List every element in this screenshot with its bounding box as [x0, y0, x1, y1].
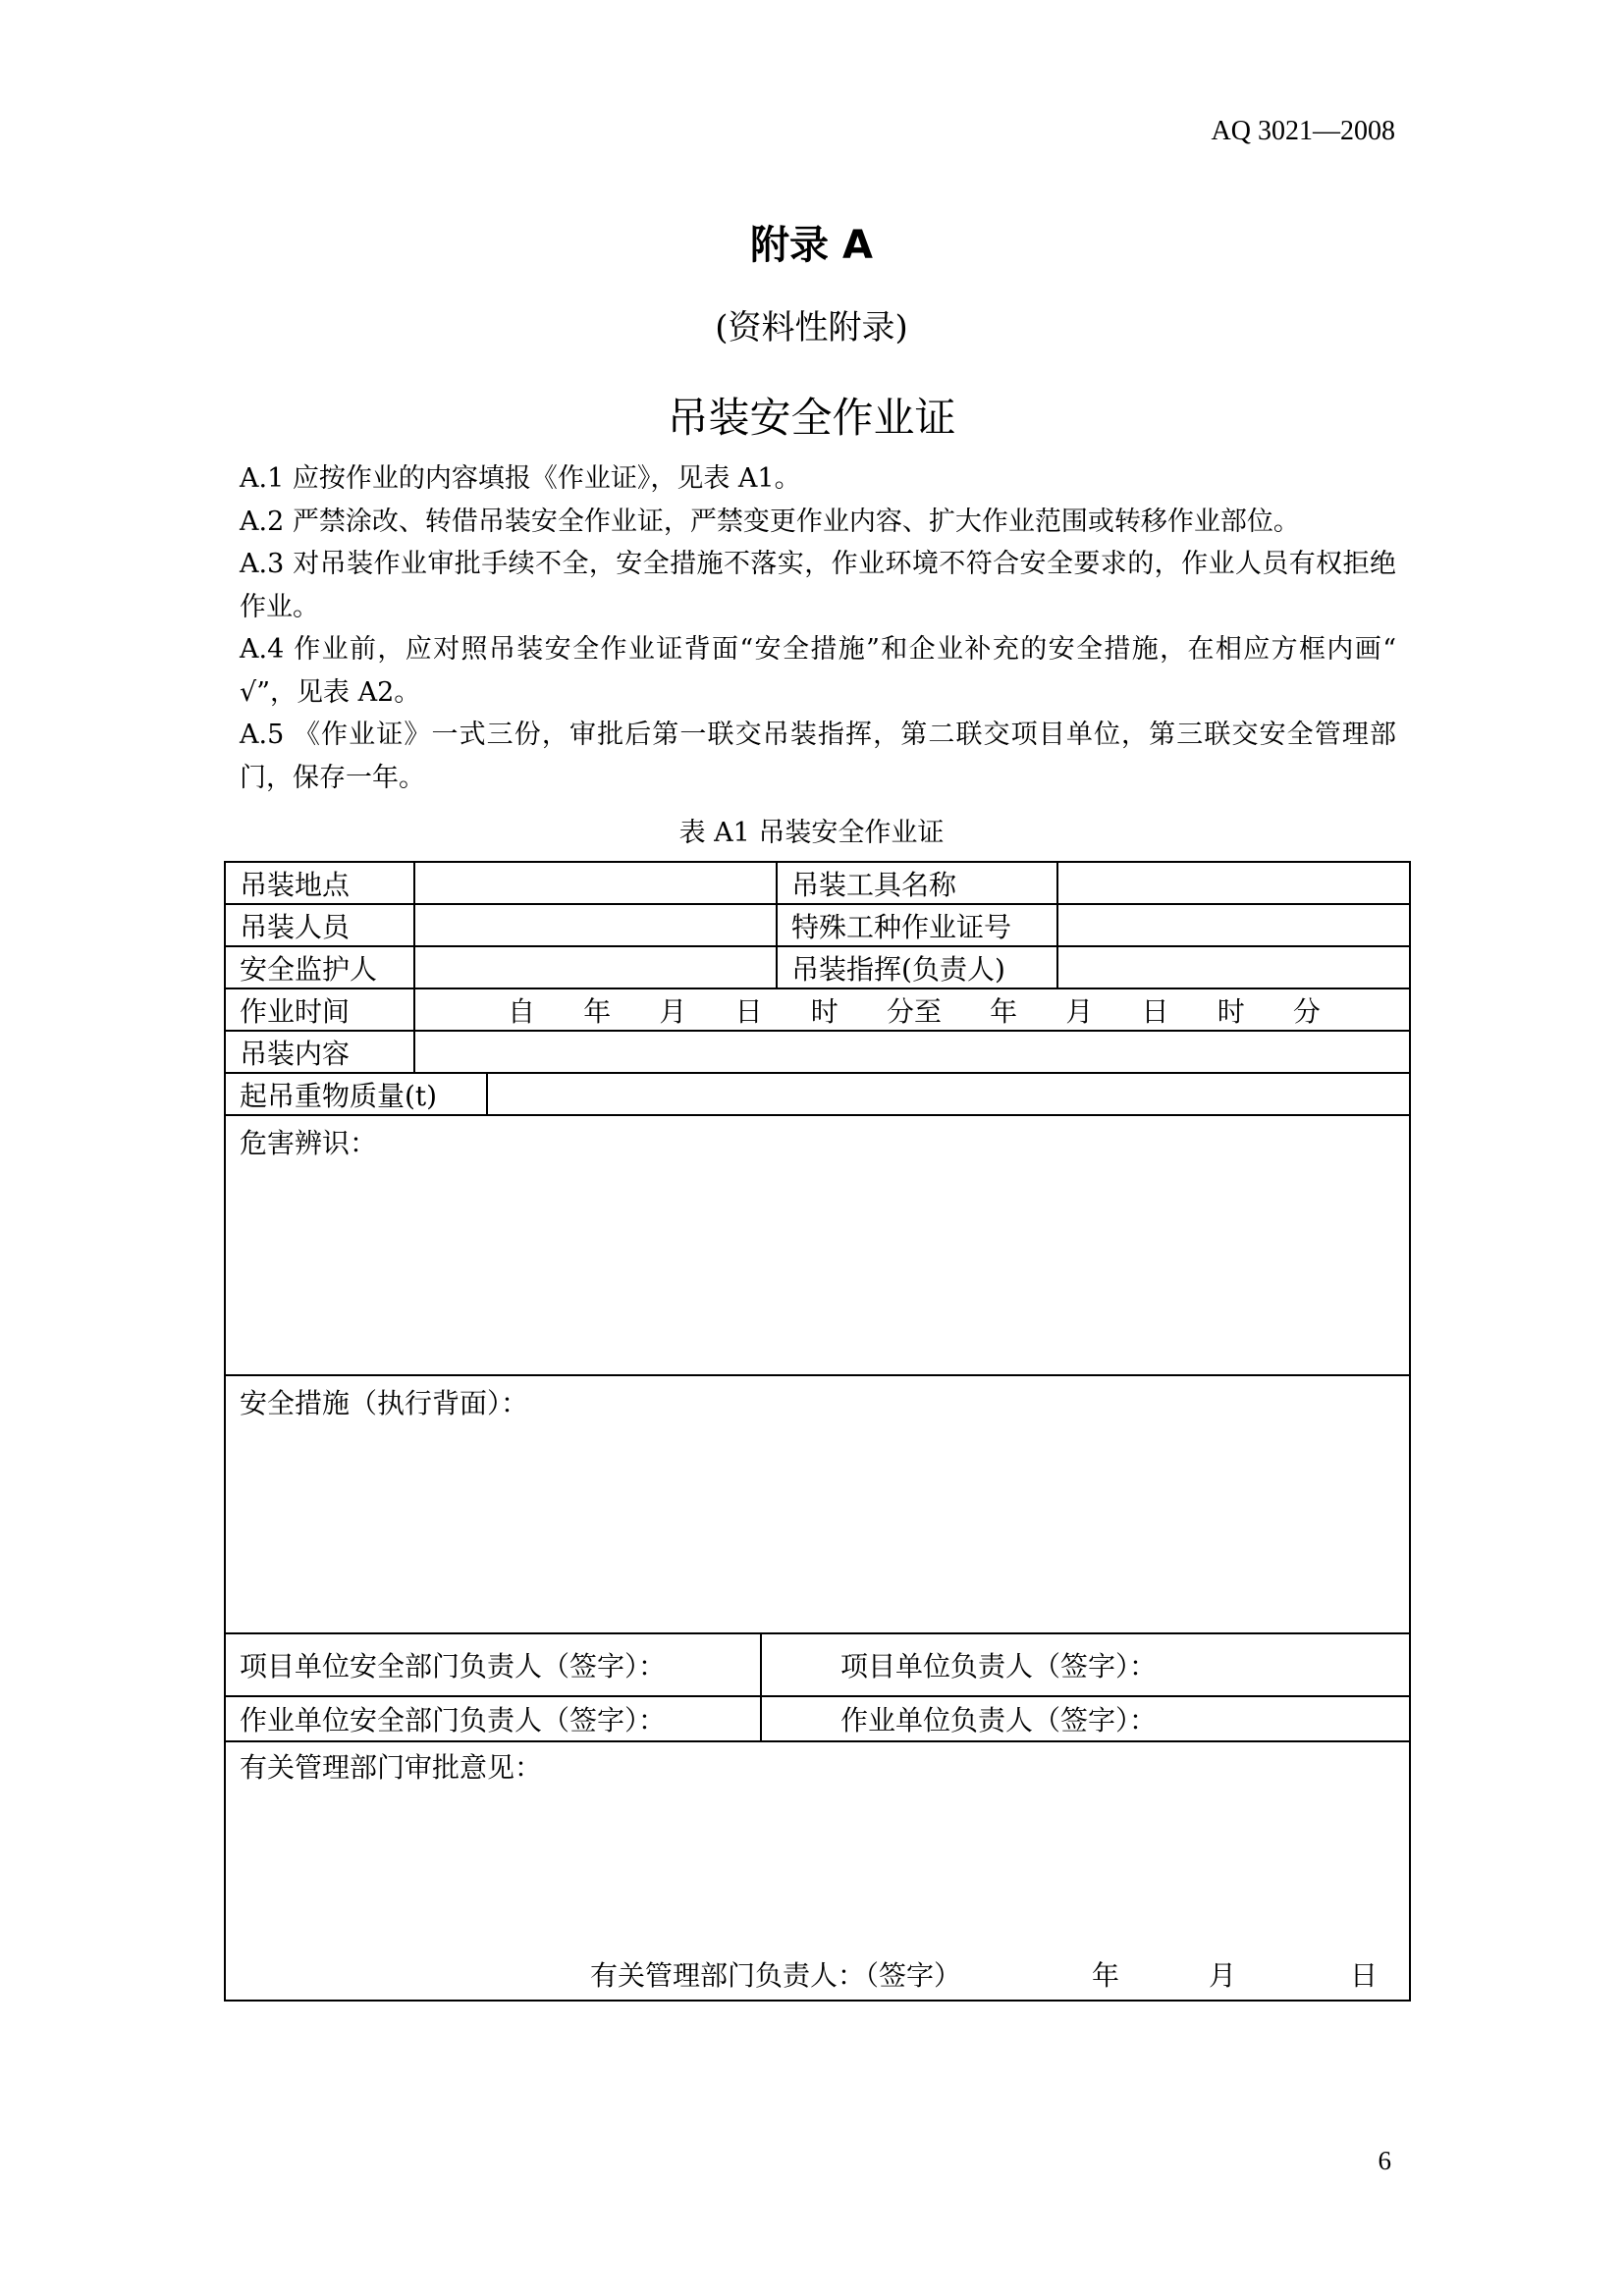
time-hour-end: 时 — [1217, 994, 1245, 1028]
approval-label: 有关管理部门审批意见： — [240, 1751, 543, 1784]
time-field[interactable] — [414, 988, 1410, 1031]
weight-field[interactable] — [487, 1073, 1410, 1115]
proj-head-cell[interactable] — [761, 1633, 1410, 1696]
table-row — [225, 1633, 1410, 1696]
table-row — [225, 1073, 1410, 1115]
table-row — [225, 1031, 1410, 1073]
hazard-cell[interactable] — [225, 1115, 1410, 1375]
time-month-start: 月 — [659, 994, 687, 1028]
time-year-start: 年 — [583, 994, 612, 1028]
proj-head-label: 项目单位负责人（签字）： — [840, 1650, 1158, 1682]
approval-month-label: 月 — [1209, 1959, 1237, 1992]
approval-day-label: 日 — [1350, 1959, 1379, 1992]
measures-label: 安全措施（执行背面）： — [240, 1387, 529, 1419]
location-label: 吊装地点 — [225, 862, 414, 904]
commander-field[interactable] — [1057, 946, 1410, 988]
tool-name-label: 吊装工具名称 — [777, 862, 1057, 904]
standard-code: AQ 3021—2008 — [1211, 116, 1395, 146]
permit-table — [224, 861, 1411, 2002]
cert-no-field[interactable] — [1057, 904, 1410, 946]
table-row — [225, 1696, 1410, 1741]
work-safety-head-label: 作业单位安全部门负责人（签字）： — [240, 1704, 667, 1736]
appendix-title: 附录 A — [750, 223, 873, 268]
form-title: 吊装安全作业证 — [667, 394, 956, 442]
time-year-end: 年 — [990, 994, 1018, 1028]
personnel-label: 吊装人员 — [225, 904, 414, 946]
approval-year-label: 年 — [1092, 1959, 1120, 1992]
time-minute-end: 分 — [1292, 994, 1321, 1028]
table-row — [225, 1741, 1410, 2001]
supervisor-field[interactable] — [414, 946, 777, 988]
content-field[interactable] — [414, 1031, 1410, 1073]
time-minute-to: 分至 — [886, 994, 942, 1028]
table-row — [225, 946, 1410, 988]
time-day-end: 日 — [1141, 994, 1169, 1028]
hazard-label: 危害辨识： — [240, 1127, 378, 1159]
commander-label: 吊装指挥(负责人) — [777, 946, 1057, 988]
measures-cell[interactable] — [225, 1375, 1410, 1633]
content-label: 吊装内容 — [225, 1031, 414, 1073]
approval-cell[interactable] — [225, 1741, 1410, 2001]
clause-a3: A.3 对吊装作业审批手续不全，安全措施不落实，作业环境不符合安全要求的，作业人员有权拒绝作业。 — [240, 549, 1396, 622]
table-row — [225, 862, 1410, 904]
work-head-cell[interactable] — [761, 1696, 1410, 1741]
table-row — [225, 988, 1410, 1031]
proj-safety-head-label: 项目单位安全部门负责人（签字）： — [240, 1650, 667, 1682]
approval-sign-label: 有关管理部门负责人：（签字） — [590, 1959, 962, 1992]
weight-label: 起吊重物质量(t) — [225, 1073, 487, 1115]
appendix-subtitle: (资料性附录) — [715, 308, 908, 347]
clause-a4: A.4 作业前，应对照吊装安全作业证背面“安全措施”和企业补充的安全措施，在相应方框内画“ √”，见表 A2。 — [240, 634, 1396, 708]
supervisor-label: 安全监护人 — [225, 946, 414, 988]
time-label: 作业时间 — [225, 988, 414, 1031]
work-safety-head-cell[interactable] — [225, 1696, 761, 1741]
table-row — [225, 1375, 1410, 1633]
cert-no-label: 特殊工种作业证号 — [777, 904, 1057, 946]
table-caption: 表 A1 吊装安全作业证 — [678, 818, 945, 848]
work-head-label: 作业单位负责人（签字）： — [840, 1704, 1158, 1736]
personnel-field[interactable] — [414, 904, 777, 946]
table-row — [225, 1115, 1410, 1375]
clause-list — [240, 457, 1396, 799]
time-month-end: 月 — [1065, 994, 1094, 1028]
tool-name-field[interactable] — [1057, 862, 1410, 904]
time-hour-start: 时 — [810, 994, 839, 1028]
page-number: 6 — [1378, 2146, 1391, 2175]
location-field[interactable] — [414, 862, 777, 904]
clause-a5: A.5 《作业证》一式三份，审批后第一联交吊装指挥，第二联交项目单位，第三联交安全管理部门，保存一年。 — [240, 720, 1396, 793]
time-day-start: 日 — [734, 994, 763, 1028]
proj-safety-head-cell[interactable] — [225, 1633, 761, 1696]
time-from: 自 — [508, 994, 536, 1028]
table-row — [225, 904, 1410, 946]
clause-a1: A.1 应按作业的内容填报《作业证》，见表 A1。 — [240, 463, 801, 494]
clause-a2: A.2 严禁涂改、转借吊装安全作业证，严禁变更作业内容、扩大作业范围或转移作业部位。 — [240, 506, 1300, 537]
